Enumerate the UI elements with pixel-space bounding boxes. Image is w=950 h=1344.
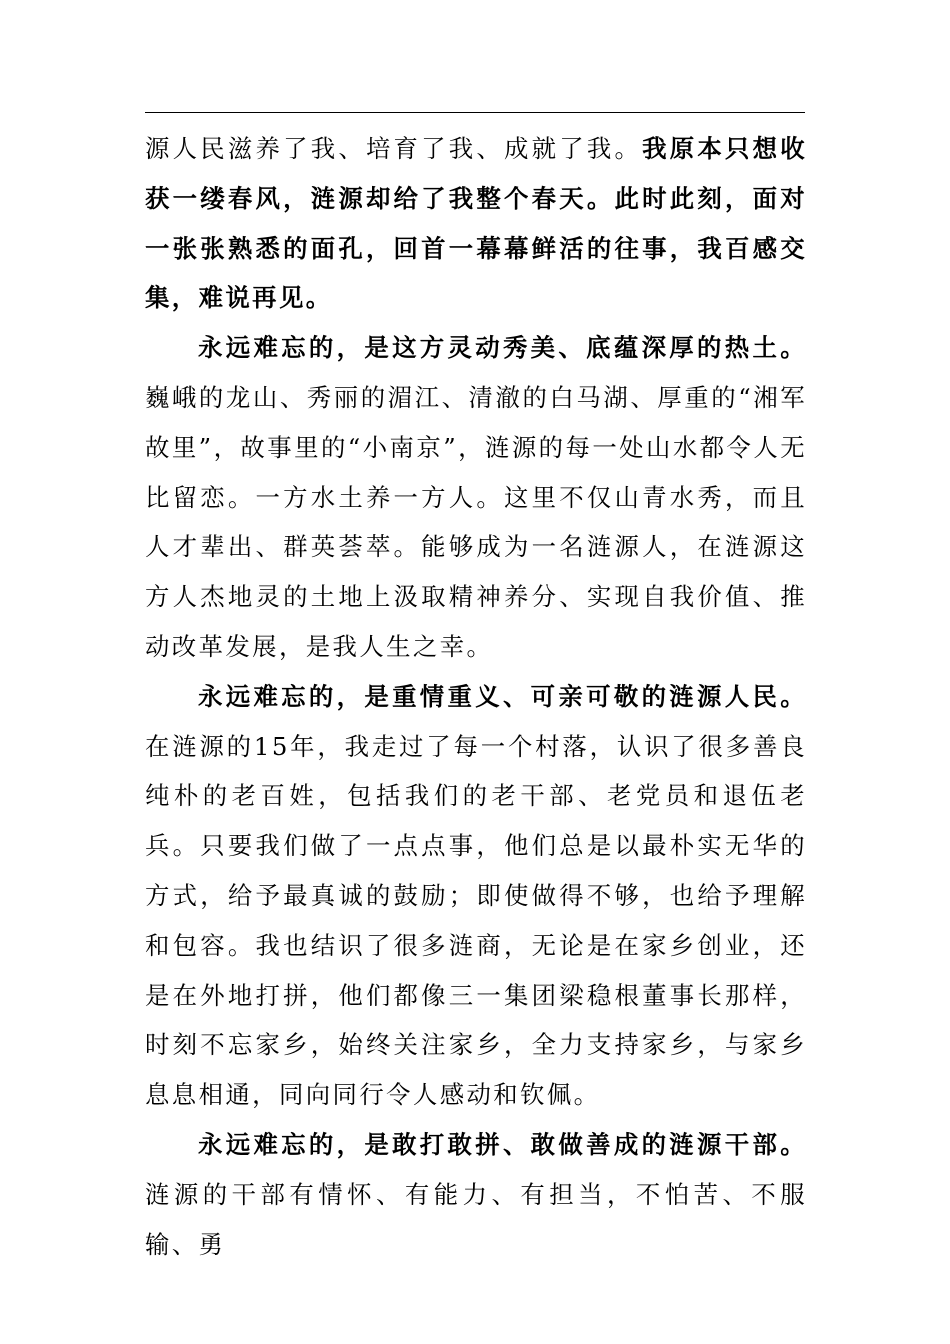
paragraph-lead-bold: 永远难忘的，是敢打敢拼、敢做善成的涟源干部。: [198, 1129, 807, 1159]
paragraph-3: [145, 672, 807, 1120]
text-run: 源人民滋养了我、培育了我、成就了我。: [145, 134, 643, 163]
header-rule: [145, 112, 805, 113]
paragraph-1: [145, 124, 807, 323]
paragraph-lead-bold: 永远难忘的，是这方灵动秀美、底蕴深厚的热土。: [198, 333, 807, 363]
text-run: 巍峨的龙山、秀丽的湄江、清澈的白马湖、厚重的“湘军故里”，故事里的“小南京”，涟源的每一处山水都令人无比留恋。一方水土养一方人。这里不仅山青水秀，而且人才辈出、群英荟萃。能够成为一名涟源人，在涟源这方人杰地灵的土地上汲取精神养分、实现自我价值、推动改革发展，是我人生之幸。: [145, 382, 807, 661]
text-run: 涟源的干部有情怀、有能力、有担当，不怕苦、不服输、勇: [145, 1179, 807, 1259]
paragraph-2: [145, 323, 807, 672]
document-body: [145, 124, 807, 1269]
paragraph-lead-bold: 永远难忘的，是重情重义、可亲可敬的涟源人民。: [198, 681, 807, 711]
text-run: 在涟源的15年，我走过了每一个村落，认识了很多善良纯朴的老百姓，包括我们的老干部、老党员和退伍老兵。只要我们做了一点点事，他们总是以最朴实无华的方式，给予最真诚的鼓励；即使做得不够，也给予理解和包容。我也结识了很多涟商，无论是在家乡创业，还是在外地打拼，他们都像三一集团梁稳根董事长那样，时刻不忘家乡，始终关注家乡，全力支持家乡，与家乡息息相通，同向同行令人感动和钦佩。: [145, 731, 807, 1110]
paragraph-4: [145, 1120, 807, 1269]
text-run-bold: 我原本只想收获一缕春风，涟源却给了我整个春天。此时此刻，面对一张张熟悉的面孔，回首一幕幕鲜活的往事，我百感交集，难说再见。: [145, 134, 808, 313]
